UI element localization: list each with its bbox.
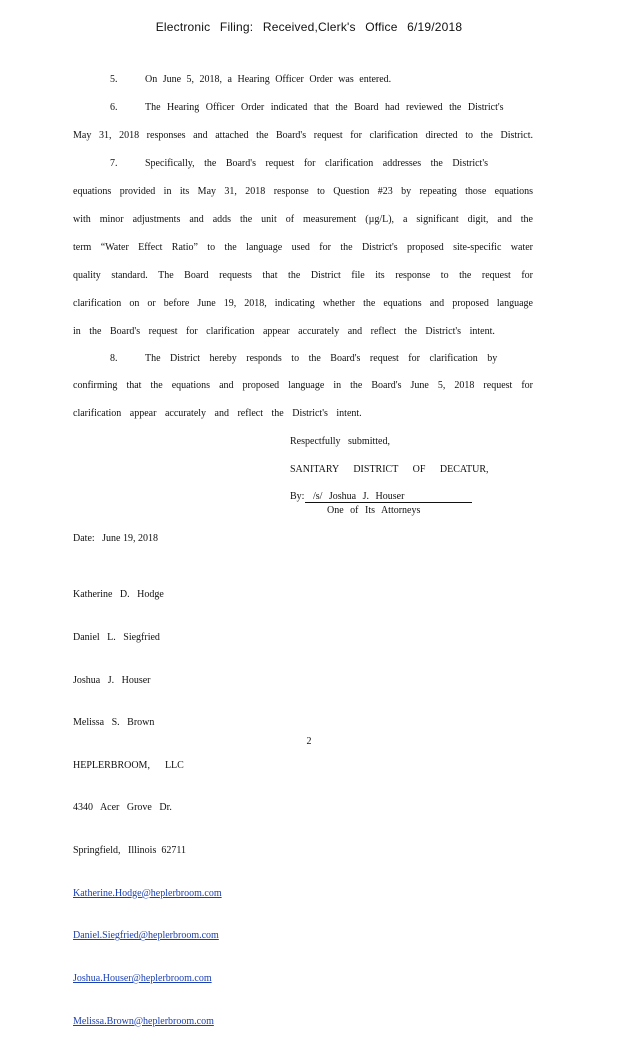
- attorney-name: Joshua J. Houser: [73, 674, 151, 686]
- firm-name: HEPLERBROOM, LLC: [73, 759, 184, 771]
- attorney-name: Melissa S. Brown: [73, 717, 155, 729]
- paragraph-7: [110, 158, 533, 169]
- signer-role: One of Its Attorneys: [327, 505, 421, 516]
- attorney-name: Katherine D. Hodge: [73, 589, 164, 601]
- signature-block: [290, 491, 404, 502]
- filing-stamp-header: Electronic Filing: Received,Clerk's Office 6/19/2018: [155, 20, 463, 34]
- paragraph-text: The District hereby responds to the Board's request for clarification by: [145, 353, 498, 364]
- paragraph-number: 8.: [110, 353, 118, 364]
- email-link[interactable]: Daniel.Siegfried@heplerbroom.com: [73, 930, 219, 942]
- page-number: 2: [306, 736, 312, 747]
- paragraph-number: 7.: [110, 158, 118, 169]
- paragraph-text: On June 5, 2018, a Hearing Officer Order was entered.: [145, 74, 392, 85]
- signature: /s/ Joshua J. Houser: [312, 491, 405, 502]
- paragraph-line: May 31, 2018 responses and attached the Board's request for clarification directed to the District.: [73, 130, 533, 141]
- paragraph-text: The Hearing Officer Order indicated that the Board had reviewed the District's: [145, 102, 504, 113]
- address-line: Springfield, Illinois 62711: [73, 845, 186, 857]
- email-link[interactable]: Katherine.Hodge@heplerbroom.com: [73, 887, 222, 899]
- date-line: Date: June 19, 2018: [73, 533, 158, 544]
- signature-line: [305, 502, 472, 503]
- email-link[interactable]: Joshua.Houser@heplerbroom.com: [73, 972, 212, 984]
- closing-respectfully: Respectfully submitted,: [290, 436, 390, 447]
- paragraph-text: Specifically, the Board's request for clarification addresses the District's: [145, 158, 489, 169]
- paragraph-5: [110, 74, 533, 85]
- contact-block: [73, 560, 222, 1057]
- paragraph-line: quality standard. The Board requests that the District file its response to the request for: [73, 270, 533, 281]
- email-link[interactable]: Melissa.Brown@heplerbroom.com: [73, 1015, 214, 1027]
- paragraph-6: [110, 102, 533, 113]
- paragraph-line: equations provided in its May 31, 2018 response to Question #23 by repeating those equations: [73, 186, 533, 197]
- paragraph-line: clarification on or before June 19, 2018, indicating whether the equations and proposed language: [73, 298, 533, 309]
- by-label: By:: [290, 491, 305, 502]
- paragraph-8: [110, 353, 533, 364]
- attorney-name: Daniel L. Siegfried: [73, 632, 160, 644]
- paragraph-number: 5.: [110, 74, 118, 85]
- paragraph-number: 6.: [110, 102, 118, 113]
- address-line: 4340 Acer Grove Dr.: [73, 802, 172, 814]
- party-name: SANITARY DISTRICT OF DECATUR,: [290, 464, 489, 475]
- paragraph-line: term “Water Effect Ratio” to the language used for the District's proposed site-specific water: [73, 242, 533, 253]
- paragraph-line: clarification appear accurately and reflect the District's intent.: [73, 408, 362, 419]
- paragraph-line: with minor adjustments and adds the unit of measurement (µg/L), a significant digit, and the: [73, 214, 533, 225]
- paragraph-line: in the Board's request for clarification appear accurately and reflect the District's intent.: [73, 326, 495, 337]
- paragraph-line: confirming that the equations and proposed language in the Board's June 5, 2018 request for: [73, 380, 533, 391]
